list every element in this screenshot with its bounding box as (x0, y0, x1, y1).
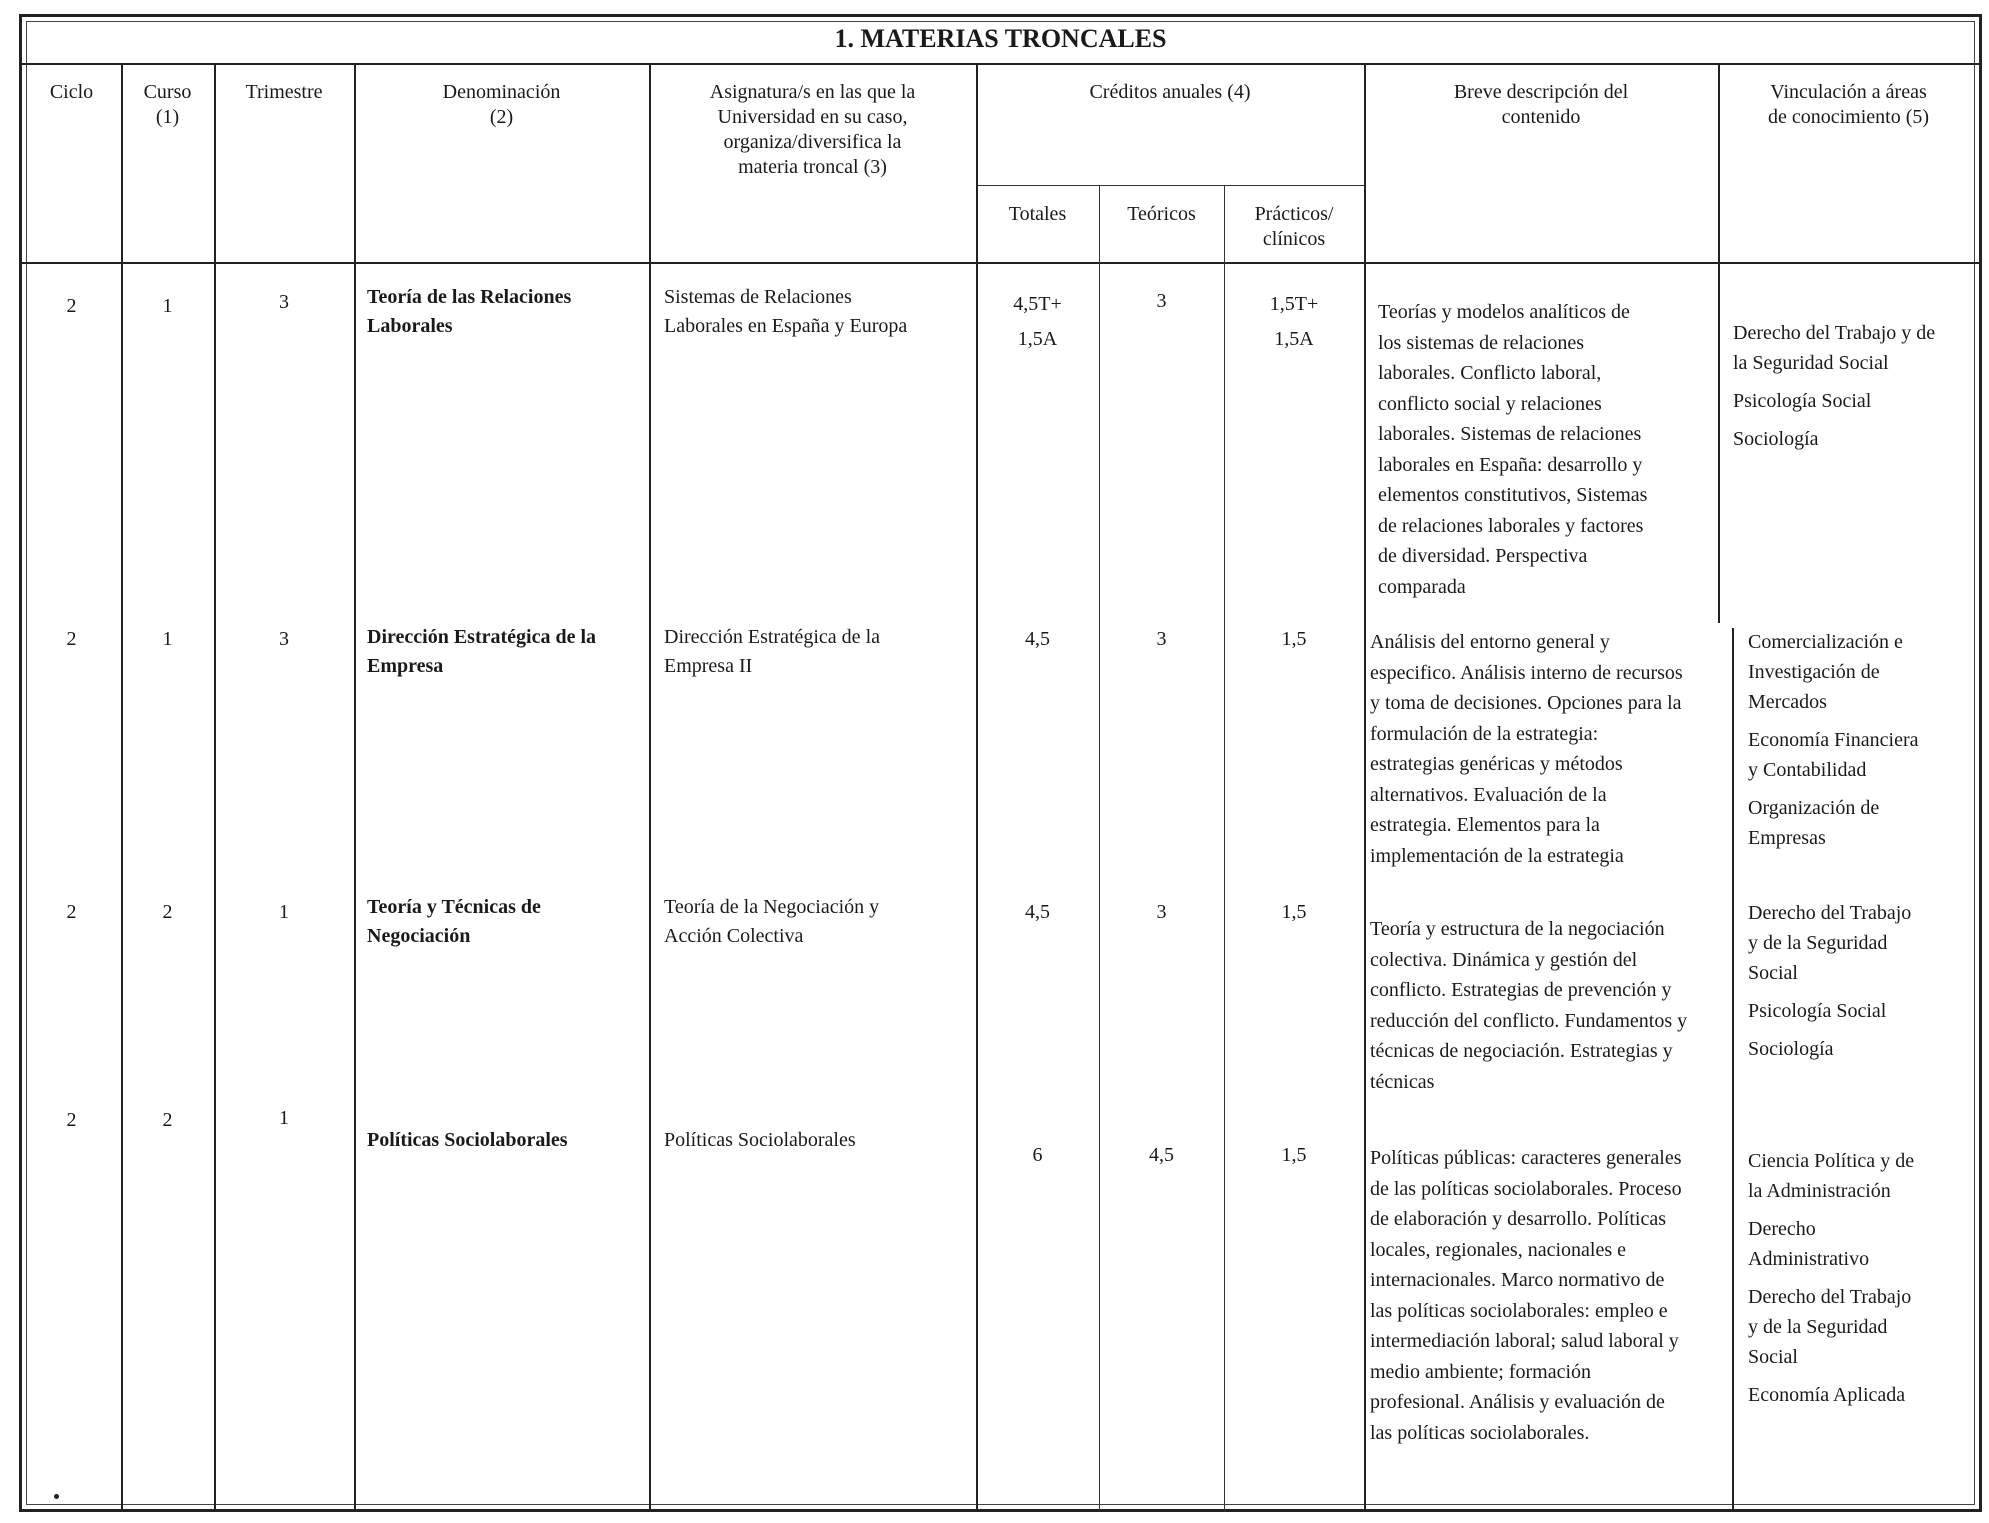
area-line: la Administración (1748, 1180, 1891, 1202)
row2-area-2 (1748, 725, 1978, 785)
row2-desc-line: formulación de la estrategia: (1370, 722, 1599, 745)
row3-asignatura-line1: Teoría de la Negociación y (664, 896, 880, 918)
area-line: Administrativo (1748, 1248, 1870, 1270)
row1-curso: 1 (162, 295, 173, 317)
area-line: y de la Seguridad (1748, 1316, 1888, 1338)
area-line: y Contabilidad (1748, 759, 1867, 781)
header-asignatura (649, 80, 976, 180)
row4-area-4: Economía Aplicada (1748, 1384, 1906, 1406)
row3-ciclo: 2 (66, 901, 77, 923)
row4-area-1 (1748, 1146, 1978, 1206)
row3-teoricos: 3 (1156, 901, 1167, 923)
area-line: Comercialización e (1748, 631, 1903, 653)
header-descripcion (1364, 80, 1718, 130)
col-divider-5 (976, 63, 978, 1512)
header-teoricos: Teóricos (1127, 203, 1196, 225)
row1-totales-line2: 1,5A (1017, 328, 1058, 350)
row4-desc-line: intermediación laboral; salud laboral y (1370, 1330, 1679, 1352)
area-gap (1748, 1026, 1978, 1034)
col-divider-2 (214, 63, 216, 1512)
row1-desc-line: laborales. Sistemas de relaciones (1378, 423, 1642, 445)
row3-denominacion-line1: Teoría y Técnicas de (367, 896, 541, 918)
row3-desc-line: reducción del conflicto. Fundamentos y (1370, 1009, 1688, 1032)
area-line: Social (1748, 962, 1798, 984)
col-divider-9 (1718, 63, 1720, 623)
col-divider-4 (649, 63, 651, 1512)
row1-totales (976, 287, 1099, 357)
row4-areas (1748, 1146, 1978, 1410)
header-divider (22, 262, 1979, 264)
row2-desc-line: estrategia. Elementos para la (1370, 814, 1600, 836)
area-gap (1748, 785, 1978, 793)
row4-practicos: 1,5 (1281, 1144, 1307, 1166)
row2-asignatura-line1: Dirección Estratégica de la (664, 626, 880, 648)
row2-area-3 (1748, 793, 1978, 853)
row3-asignatura (664, 893, 976, 951)
header-descripcion-line2: contenido (1501, 106, 1581, 128)
row2-teoricos: 3 (1156, 628, 1167, 650)
row4-totales: 6 (1032, 1144, 1043, 1166)
row2-area-1 (1748, 627, 1978, 717)
row3-desc-line: conflicto. Estrategias de prevención y (1370, 979, 1672, 1001)
col-divider-7 (1224, 185, 1225, 1512)
header-asignatura-line3: organiza/diversifica la (723, 131, 902, 153)
row1-asignatura-line1: Sistemas de Relaciones (664, 286, 852, 308)
row3-denominacion (367, 893, 647, 951)
row1-desc-line: comparada (1378, 575, 1466, 598)
header-practicos (1224, 202, 1364, 252)
row1-desc-line: de diversidad. Perspectiva (1378, 545, 1588, 567)
row1-desc-line: conflicto social y relaciones (1378, 392, 1602, 415)
row1-practicos (1224, 287, 1364, 357)
row1-desc-line: Teorías y modelos analíticos de (1378, 301, 1630, 323)
row1-area-3: Sociología (1733, 428, 1819, 450)
row2-desc-line: estrategias genéricas y métodos (1370, 753, 1623, 775)
header-vinculacion-line2: de conocimiento (5) (1767, 106, 1930, 128)
header-asignatura-line2: Universidad en su caso, (717, 106, 908, 128)
row3-trimestre: 1 (279, 901, 289, 923)
row2-asignatura (664, 623, 976, 681)
header-ciclo: Ciclo (49, 81, 94, 103)
row1-ciclo: 2 (66, 295, 77, 317)
header-totales: Totales (1008, 203, 1067, 225)
header-practicos-line2: clínicos (1262, 228, 1326, 250)
row1-desc-line: de relaciones laborales y factores (1378, 514, 1644, 537)
area-line: Derecho del Trabajo (1748, 902, 1912, 924)
row1-areas (1733, 318, 1978, 454)
area-line: Organización de (1748, 797, 1880, 819)
row4-teoricos: 4,5 (1149, 1144, 1174, 1166)
row2-desc-line: alternativos. Evaluación de la (1370, 783, 1607, 806)
row4-desc-line: de las políticas sociolaborales. Proceso (1370, 1177, 1682, 1200)
row4-desc-line: de elaboración y desarrollo. Políticas (1370, 1208, 1667, 1230)
row4-desc-line: medio ambiente; formación (1370, 1360, 1592, 1383)
row2-totales: 4,5 (1025, 628, 1050, 650)
area-line: Economía Financiera (1748, 729, 1919, 751)
header-denominacion (354, 80, 649, 130)
row3-desc-line: colectiva. Dinámica y gestión del (1370, 948, 1638, 971)
row3-desc-line: técnicas (1370, 1070, 1435, 1093)
row3-desc-line: Teoría y estructura de la negociación (1370, 918, 1665, 940)
row1-desc-line: laborales. Conflicto laboral, (1378, 362, 1602, 384)
area-gap (1748, 1372, 1978, 1380)
area-line: Ciencia Política y de (1748, 1150, 1915, 1172)
row4-area-2 (1748, 1214, 1978, 1274)
row1-area-1 (1733, 318, 1978, 378)
header-denominacion-line1: Denominación (442, 81, 561, 103)
row2-denominacion-line2: Empresa (367, 655, 444, 677)
row3-asignatura-line2: Acción Colectiva (664, 925, 804, 947)
area-line: Derecho del Trabajo y de (1733, 322, 1936, 344)
row4-trimestre: 1 (279, 1107, 289, 1129)
row3-areas (1748, 898, 1978, 1064)
row3-desc-line: técnicas de negociación. Estrategias y (1370, 1040, 1673, 1062)
area-gap (1748, 717, 1978, 725)
header-creditos: Créditos anuales (4) (1089, 81, 1251, 103)
row2-areas (1748, 627, 1978, 853)
table-title: 1. MATERIAS TRONCALES (834, 24, 1167, 53)
header-vinculacion (1718, 80, 1979, 130)
row4-desc-line: internacionales. Marco normativo de (1370, 1269, 1665, 1291)
header-asignatura-line1: Asignatura/s en las que la (709, 81, 916, 103)
row3-area-1 (1748, 898, 1978, 988)
row1-denominacion-line1: Teoría de las Relaciones (367, 286, 572, 308)
row3-curso: 2 (162, 901, 173, 923)
header-curso-line2: (1) (155, 106, 180, 128)
row3-denominacion-line2: Negociación (367, 925, 471, 947)
row4-desc-line: profesional. Análisis y evaluación de (1370, 1391, 1665, 1413)
area-line: Investigación de (1748, 661, 1880, 683)
area-gap (1748, 1206, 1978, 1214)
row1-asignatura-line2: Laborales en España y Europa (664, 315, 908, 337)
row1-desc-line: laborales en España: desarrollo y (1378, 453, 1643, 476)
row2-ciclo: 2 (66, 628, 77, 650)
row1-practicos-line2: 1,5A (1274, 328, 1314, 350)
row1-teoricos: 3 (1156, 290, 1167, 312)
title-divider (22, 63, 1979, 65)
area-line: Social (1748, 1346, 1798, 1368)
area-line: Mercados (1748, 691, 1827, 713)
row1-asignatura (664, 283, 976, 341)
scan-dot (54, 1494, 59, 1499)
area-line: Derecho (1748, 1218, 1816, 1240)
row4-desc-line: locales, regionales, nacionales e (1370, 1238, 1626, 1261)
row4-desc-line: Políticas públicas: caracteres generales (1370, 1147, 1682, 1169)
row2-descripcion (1370, 627, 1735, 871)
row2-asignatura-line2: Empresa II (664, 655, 753, 677)
header-trimestre: Trimestre (245, 81, 323, 103)
row1-trimestre: 3 (279, 291, 289, 313)
row3-area-2: Psicología Social (1748, 1000, 1887, 1022)
area-line: la Seguridad Social (1733, 352, 1889, 374)
row2-desc-line: y toma de decisiones. Opciones para la (1370, 692, 1682, 714)
row3-totales: 4,5 (1025, 901, 1050, 923)
header-practicos-line1: Prácticos/ (1254, 203, 1334, 225)
area-gap (1748, 1274, 1978, 1282)
row4-ciclo: 2 (66, 1109, 77, 1131)
col-divider-1 (121, 63, 123, 1512)
row2-trimestre: 3 (279, 628, 289, 650)
row4-asignatura: Políticas Sociolaborales (664, 1129, 856, 1151)
col-divider-3 (354, 63, 356, 1512)
area-line: Derecho del Trabajo (1748, 1286, 1912, 1308)
header-descripcion-line1: Breve descripción del (1453, 81, 1629, 103)
row2-desc-line: especifico. Análisis interno de recursos (1370, 661, 1683, 684)
row2-denominacion-line1: Dirección Estratégica de la (367, 626, 597, 648)
row3-descripcion (1370, 914, 1735, 1097)
area-line: Empresas (1748, 827, 1826, 849)
row4-desc-line: las políticas sociolaborales: empleo e (1370, 1299, 1668, 1322)
row3-practicos: 1,5 (1281, 901, 1307, 923)
row2-practicos: 1,5 (1281, 628, 1307, 650)
row3-area-3: Sociología (1748, 1038, 1834, 1060)
header-curso (121, 80, 214, 130)
row1-desc-line: los sistemas de relaciones (1378, 331, 1585, 354)
row1-totales-line1: 4,5T+ (1013, 293, 1062, 315)
row1-area-2: Psicología Social (1733, 390, 1872, 412)
row4-curso: 2 (162, 1109, 173, 1131)
area-line: y de la Seguridad (1748, 932, 1888, 954)
area-gap (1733, 416, 1978, 424)
header-curso-line1: Curso (143, 81, 192, 103)
row1-descripcion (1378, 297, 1708, 602)
row2-desc-line: Análisis del entorno general y (1370, 631, 1610, 653)
row4-denominacion: Políticas Sociolaborales (367, 1129, 568, 1151)
col-divider-6 (1099, 185, 1100, 1512)
row1-denominacion-line2: Laborales (367, 315, 453, 337)
row4-descripcion (1370, 1143, 1735, 1448)
row2-denominacion (367, 623, 647, 681)
row1-practicos-line1: 1,5T+ (1269, 293, 1319, 315)
credits-subheader-divider (976, 185, 1364, 186)
row2-desc-line: implementación de la estrategia (1370, 844, 1624, 867)
area-gap (1733, 378, 1978, 386)
row1-desc-line: elementos constitutivos, Sistemas (1378, 484, 1648, 506)
row4-desc-line: las políticas sociolaborales. (1370, 1421, 1590, 1444)
row4-area-3 (1748, 1282, 1978, 1372)
header-vinculacion-line1: Vinculación a áreas (1770, 81, 1927, 103)
header-asignatura-line4: materia troncal (3) (738, 156, 887, 178)
row1-denominacion (367, 283, 647, 341)
row2-curso: 1 (162, 628, 173, 650)
col-divider-8 (1364, 63, 1366, 1512)
area-gap (1748, 988, 1978, 996)
header-denominacion-line2: (2) (489, 106, 514, 128)
